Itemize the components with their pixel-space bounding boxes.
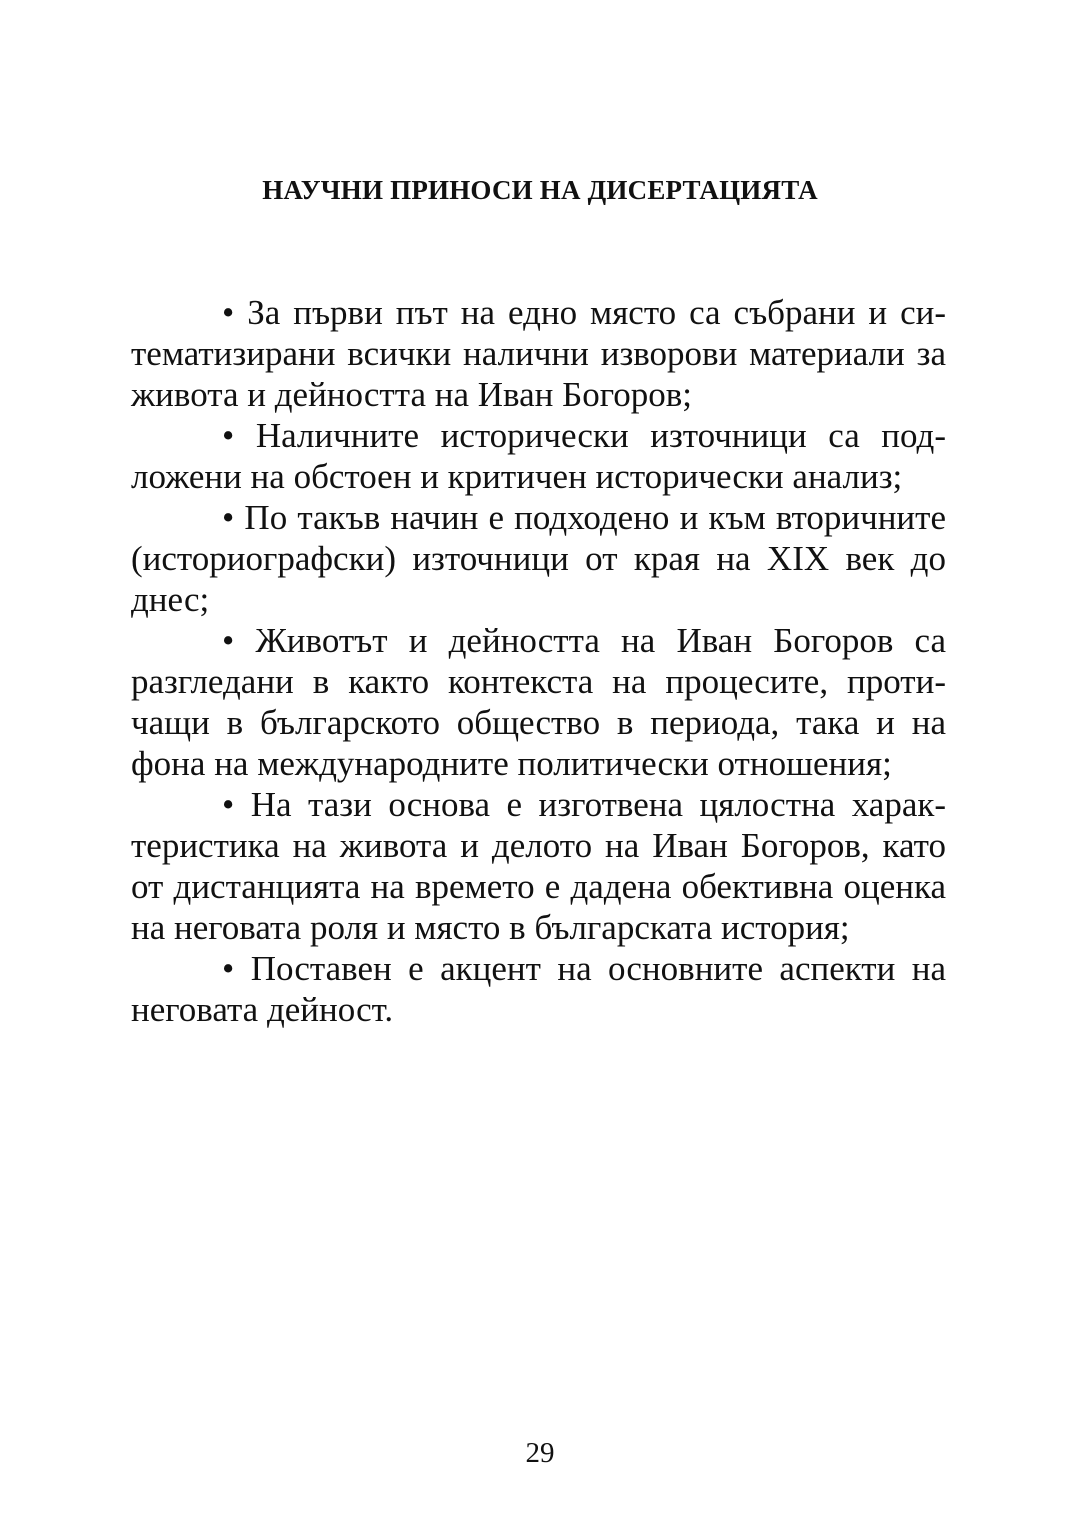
list-item	[131, 784, 946, 948]
list-item-text-3: По такъв начин е подходено и към вторичните (историографски) източници от края на XIX век до днес;	[131, 498, 946, 619]
list-item-text-2: Наличните исторически източници са подложени на обстоен и критичен исторически анализ;	[131, 416, 946, 496]
list-item	[131, 292, 946, 415]
list-item-text-6: Поставен е акцент на основните аспекти на неговата дейност.	[131, 949, 946, 1029]
list-item	[131, 620, 946, 784]
bullet-6: •	[222, 949, 235, 988]
list-item	[131, 415, 946, 497]
bullet-4: •	[222, 621, 235, 660]
list-item-text-4: Животът и дейността на Иван Богоров са разгледани в както контекста на процесите, протичащи в българското общество в периода, така и на фона на международните политически отношения;	[131, 621, 947, 783]
list-item-text-1: За първи път на едно място са събрани и ситематизирани всички налични изворови материали за живота и дейността на Иван Богоров;	[131, 293, 946, 414]
bullet-2: •	[222, 416, 235, 455]
contributions-list	[131, 292, 946, 1030]
bullet-1: •	[222, 293, 235, 332]
bullet-3: •	[222, 498, 235, 537]
list-item-text-5: На тази основа е изготвена цялостна характеристика на живота и делото на Иван Богоров, като от дистанцията на времето е дадена обективна оценка на неговата роля и място в българската история;	[131, 785, 947, 947]
bullet-5: •	[222, 785, 235, 824]
page-number: 29	[525, 1437, 555, 1469]
list-item	[131, 948, 946, 1030]
page-title: НАУЧНИ ПРИНОСИ НА ДИСЕРТАЦИЯТА	[262, 175, 818, 205]
list-item	[131, 497, 946, 620]
